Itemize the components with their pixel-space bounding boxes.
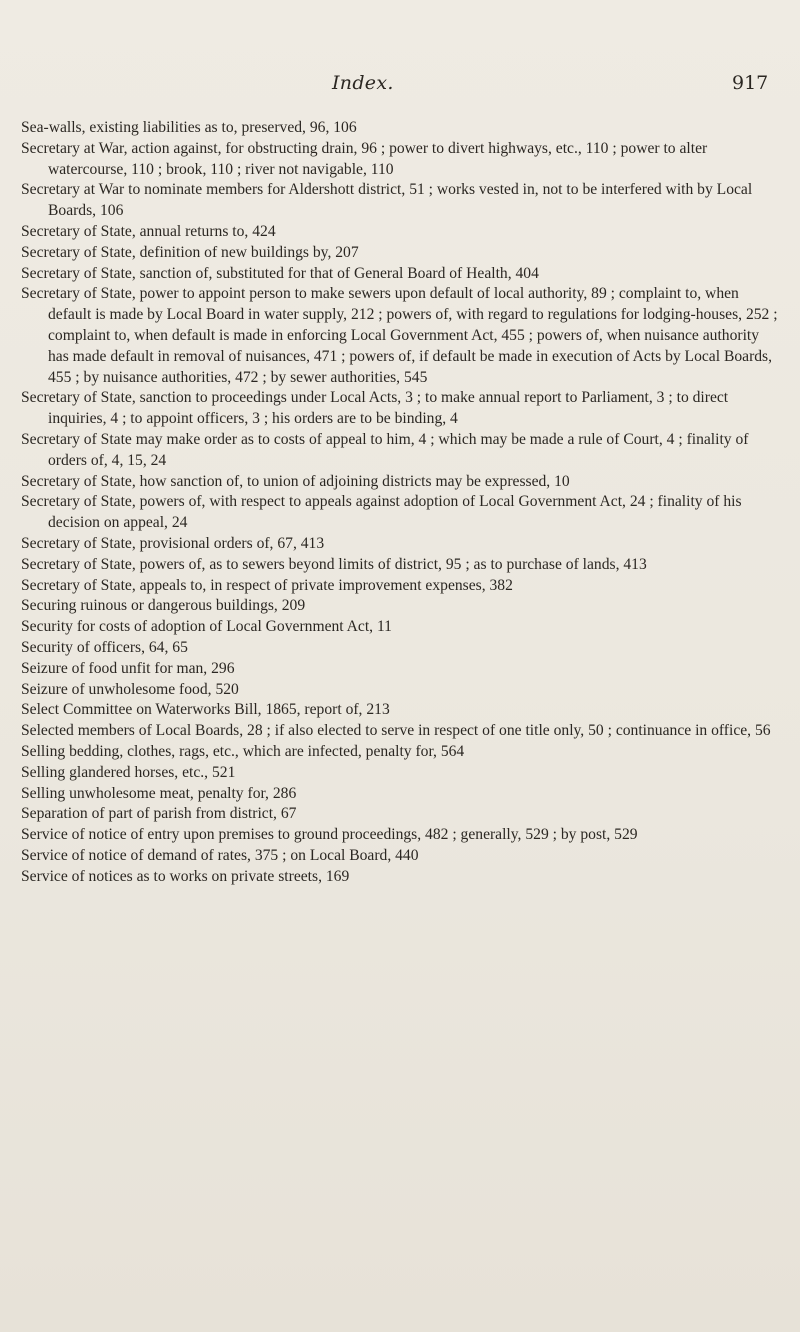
index-entry: Secretary of State, sanction of, substituted for that of General Board of Health, 404 — [21, 264, 539, 282]
index-entry: Security for costs of adoption of Local Government Act, 11 — [21, 618, 392, 636]
index-entry: Service of notices as to works on private streets, 169 — [21, 867, 350, 885]
index-entry: Seizure of unwholesome food, 520 — [21, 680, 239, 698]
index-entry: Separation of part of parish from district, 67 — [21, 805, 297, 823]
index-entry: Select Committee on Waterworks Bill, 1865, report of, 213 — [21, 701, 390, 719]
index-entry: Secretary of State, definition of new buildings by, 207 — [21, 243, 359, 261]
index-entry: Secretary of State, sanction to proceedings under Local Acts, 3 ; to make annual report to Parliament, 3 ; to direct inquiries, 4 ; to appoint officers, 3 ; his orders are to be binding, 4 — [21, 389, 729, 428]
index-entry: Sea-walls, existing liabilities as to, preserved, 96, 106 — [21, 119, 357, 136]
page-header — [0, 72, 800, 102]
page-number: 917 — [732, 72, 769, 94]
index-entry: Selling unwholesome meat, penalty for, 286 — [21, 784, 297, 802]
index-entry: Selling glandered horses, etc., 521 — [21, 763, 236, 781]
index-entry: Secretary of State may make order as to costs of appeal to him, 4 ; which may be made a rule of Court, 4 ; finality of orders of, 4, 15, 24 — [21, 430, 749, 469]
index-entry: Secretary at War, action against, for obstructing drain, 96 ; power to divert highways, etc., 110 ; power to alter watercourse, 110 ; brook, 110 ; river not navigable, 110 — [21, 139, 708, 178]
index-entry: Secretary of State, how sanction of, to union of adjoining districts may be expressed, 10 — [21, 472, 570, 490]
index-entry: Secretary of State, powers of, as to sewers beyond limits of district, 95 ; as to purchase of lands, 413 — [21, 555, 647, 573]
index-entry: Selling bedding, clothes, rags, etc., which are infected, penalty for, 564 — [21, 742, 465, 760]
index-entry: Securing ruinous or dangerous buildings, 209 — [21, 597, 306, 615]
index-list — [21, 118, 778, 887]
index-entry: Secretary of State, appeals to, in respect of private improvement expenses, 382 — [21, 576, 513, 594]
index-entry: Security of officers, 64, 65 — [21, 638, 188, 656]
index-entry: Secretary at War to nominate members for Aldershott district, 51 ; works vested in, not to be interfered with by Local Boards, 106 — [21, 181, 753, 220]
index-entry: Secretary of State, power to appoint person to make sewers upon default of local authority, 89 ; complaint to, when default is made by Local Board in water supply, 212 ; powers of, with regard to regulations for lodging-houses, 252 ; complaint to, when default is made in enforcing Local Government Act, 455 ; powers of, when nuisance authority has made default in removal of nuisances, 471 ; powers of, if default be made in execution of Acts by Local Boards, 455 ; by nuisance authorities, 472 ; by sewer authorities, 545 — [21, 285, 778, 386]
index-entry: Selected members of Local Boards, 28 ; if also elected to serve in respect of one title only, 50 ; continuance in office, 56 — [21, 722, 771, 740]
index-entry: Secretary of State, annual returns to, 424 — [21, 222, 276, 240]
index-entry: Seizure of food unfit for man, 296 — [21, 659, 235, 677]
index-entry: Service of notice of demand of rates, 375 ; on Local Board, 440 — [21, 846, 419, 864]
index-entry: Secretary of State, provisional orders of, 67, 413 — [21, 534, 325, 552]
running-title: Index. — [332, 72, 394, 94]
index-entry: Secretary of State, powers of, with respect to appeals against adoption of Local Government Act, 24 ; finality of his decision on appeal, 24 — [21, 493, 742, 532]
index-entry: Service of notice of entry upon premises to ground proceedings, 482 ; generally, 529 ; by post, 529 — [21, 826, 638, 844]
